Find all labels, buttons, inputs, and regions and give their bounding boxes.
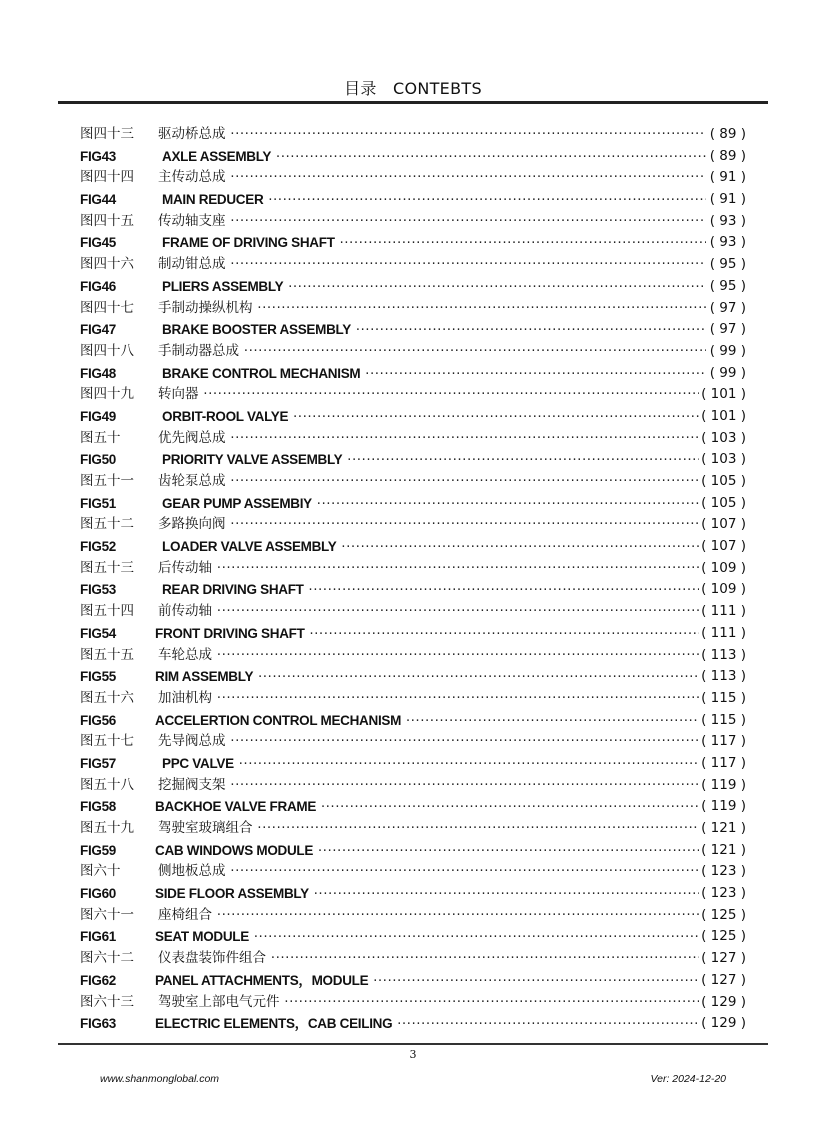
toc-entry-code: FIG44	[80, 192, 117, 208]
toc-entry-code: 图五十五	[80, 646, 134, 663]
toc-entry-title	[158, 731, 706, 753]
toc-entry-page: ( 119 )	[699, 796, 746, 818]
toc-entry-code: 图四十九	[80, 386, 134, 403]
toc-entry-title-text: 加油机构	[158, 689, 212, 706]
toc-entry-title	[158, 818, 706, 840]
toc-entry[interactable]	[0, 406, 826, 428]
toc-entry-page: ( 89 )	[708, 146, 746, 168]
toc-entry-code: 图五十七	[80, 733, 134, 750]
toc-entry-title	[155, 883, 706, 906]
toc-entry[interactable]	[0, 254, 826, 276]
toc-entry-title	[158, 428, 706, 450]
toc-entry-title-text: BRAKE CONTROL MECHANISM	[162, 365, 361, 381]
toc-entry-title-text: 优先阀总成	[158, 429, 226, 446]
toc-entry-page: ( 113 )	[699, 645, 746, 667]
toc-entry-title	[158, 384, 706, 406]
header-rule	[58, 101, 768, 104]
toc-entry[interactable]	[0, 753, 826, 775]
toc-entry[interactable]	[0, 471, 826, 493]
toc-entry-code: 图五十	[80, 429, 121, 446]
toc-entry-title-text: 后传动轴	[158, 559, 212, 576]
toc-entry[interactable]	[0, 189, 826, 211]
toc-entry-title-text: FRONT DRIVING SHAFT	[155, 625, 305, 641]
toc-entry-code: 图五十一	[80, 473, 134, 489]
toc-entry-page: ( 95 )	[708, 276, 746, 298]
toc-entry-code: FIG47	[80, 322, 117, 338]
toc-entry-title-text: 多路换向阀	[158, 516, 226, 533]
toc-entry-title-text: 主传动总成	[158, 169, 226, 186]
toc-entry-page: ( 93 )	[708, 232, 746, 254]
toc-entry[interactable]	[0, 211, 826, 233]
toc-entry-title-text: 驾驶室玻璃组合	[158, 820, 253, 836]
toc-entry-title-text: 驾驶室上部电气元件	[158, 993, 280, 1010]
toc-entry-page: ( 125 )	[699, 926, 746, 948]
toc-entry-code: FIG52	[80, 539, 117, 555]
toc-entry[interactable]	[0, 167, 826, 189]
toc-entry-page: ( 117 )	[699, 731, 746, 753]
toc-entry[interactable]	[0, 970, 826, 992]
toc-entry-title-text: 传动轴支座	[158, 212, 226, 229]
toc-entry-code: FIG61	[80, 929, 117, 945]
toc-entry-page: ( 121 )	[699, 818, 746, 840]
toc-entry-code: FIG58	[80, 799, 117, 815]
toc-entry[interactable]	[0, 883, 826, 905]
toc-entry-code: 图五十三	[80, 559, 134, 576]
toc-entry-code: 图四十三	[80, 126, 134, 142]
toc-entry-code: 图四十八	[80, 342, 134, 359]
toc-entry-title-text: PRIORITY VALVE ASSEMBLY	[162, 452, 343, 468]
toc-entry-code: FIG51	[80, 495, 117, 511]
toc-entry[interactable]	[0, 645, 826, 667]
toc-entry-title	[158, 167, 706, 189]
toc-entry-page: ( 89 )	[708, 124, 746, 146]
toc-entry[interactable]	[0, 688, 826, 710]
toc-entry-title-text: ORBIT-ROOL VALYE	[162, 408, 289, 424]
toc-entry-title	[162, 536, 706, 559]
toc-entry-title	[158, 254, 706, 276]
toc-entry-page: ( 107 )	[699, 536, 746, 558]
toc-entry-title	[155, 840, 706, 863]
toc-entry-page: ( 111 )	[699, 623, 746, 645]
toc-entry-title-text: 制动钳总成	[158, 256, 226, 273]
toc-entry[interactable]	[0, 601, 826, 623]
toc-entry-title-text: SIDE FLOOR ASSEMBLY	[155, 886, 309, 902]
toc-entry-code: 图六十一	[80, 906, 134, 923]
toc-entry-title-text: SEAT MODULE	[155, 929, 249, 945]
toc-entry[interactable]	[0, 1013, 826, 1035]
toc-entry-code: FIG53	[80, 582, 117, 598]
toc-entry-title-text: 挖掘阀支架	[158, 776, 226, 793]
toc-entry-page: ( 123 )	[699, 861, 746, 883]
toc-entry[interactable]	[0, 905, 826, 927]
toc-entry-title	[155, 926, 706, 949]
toc-entry-title	[162, 753, 706, 776]
toc-entry-title-text: 转向器	[158, 386, 199, 403]
toc-entry-title	[162, 232, 706, 255]
toc-entry[interactable]	[0, 861, 826, 883]
toc-entry-page: ( 109 )	[699, 558, 746, 580]
toc-entry-title-text: ACCELERTION CONTROL MECHANISM	[155, 712, 402, 728]
toc-entry-title-text: 前传动轴	[158, 603, 212, 620]
page-number: 3	[409, 1048, 417, 1061]
toc-entry-title-text: BACKHOE VALVE FRAME	[155, 799, 317, 815]
toc-entry-title	[158, 124, 706, 146]
toc-entry-title-text: CAB WINDOWS MODULE	[155, 842, 314, 858]
toc-entry-title	[155, 666, 706, 689]
footer-website: www.shanmonglobal.com	[100, 1073, 220, 1085]
toc-entry-title	[162, 493, 706, 516]
toc-entry-title	[158, 211, 706, 233]
toc-entry-code: FIG50	[80, 452, 117, 468]
page-title: 目录 CONTEBTS	[344, 79, 482, 98]
toc-entry[interactable]	[0, 536, 826, 558]
toc-entry[interactable]	[0, 731, 826, 753]
toc-entry[interactable]	[0, 926, 826, 948]
toc-entry[interactable]	[0, 948, 826, 970]
toc-entry-title	[158, 514, 706, 536]
toc-entry-title-text: PANEL ATTACHMENTS，MODULE	[155, 972, 369, 988]
toc-entry-page: ( 109 )	[699, 579, 746, 601]
toc-entry[interactable]	[0, 840, 826, 862]
toc-entry[interactable]	[0, 623, 826, 645]
toc-entry-page: ( 103 )	[699, 428, 746, 450]
toc-entry-title	[158, 688, 706, 710]
toc-entry-page: ( 101 )	[699, 406, 746, 428]
toc-entry[interactable]	[0, 232, 826, 254]
toc-entry-title	[162, 189, 706, 212]
toc-entry-code: FIG43	[80, 148, 117, 164]
toc-entry-page: ( 117 )	[699, 753, 746, 775]
toc-entry-title	[158, 341, 706, 363]
toc-entry-page: ( 129 )	[699, 992, 746, 1014]
toc-entry-page: ( 91 )	[708, 189, 746, 211]
toc-entry-code: 图四十七	[80, 299, 134, 316]
toc-entry-code: FIG63	[80, 1016, 117, 1032]
toc-entry-page: ( 99 )	[708, 363, 746, 385]
toc-entry[interactable]	[0, 992, 826, 1014]
toc-entry-code: 图四十六	[80, 256, 134, 273]
toc-entry-title-text: 侧地板总成	[158, 863, 226, 880]
toc-entry-page: ( 105 )	[699, 493, 746, 515]
toc-entry-page: ( 91 )	[708, 167, 746, 189]
toc-entry-title-text: RIM ASSEMBLY	[155, 669, 254, 685]
toc-entry-code: FIG57	[80, 755, 117, 771]
toc-entry-page: ( 107 )	[699, 514, 746, 536]
toc-entry-title-text: ELECTRIC ELEMENTS，CAB CEILING	[155, 1016, 393, 1032]
toc-entry-title	[158, 992, 706, 1014]
toc-entry-title	[155, 970, 706, 993]
toc-entry-title-text: MAIN REDUCER	[162, 192, 264, 208]
toc-list	[0, 124, 826, 1035]
footer-version: Ver: 2024-12-20	[650, 1073, 726, 1085]
toc-entry-code: FIG54	[80, 625, 117, 641]
toc-entry-page: ( 127 )	[699, 970, 746, 992]
toc-entry-page: ( 111 )	[699, 601, 746, 623]
toc-entry[interactable]	[0, 579, 826, 601]
toc-entry-page: ( 123 )	[699, 883, 746, 905]
toc-entry-code: 图五十四	[80, 603, 134, 620]
toc-entry-code: 图五十八	[80, 776, 134, 793]
toc-entry-title-text: 车轮总成	[158, 646, 212, 663]
toc-entry[interactable]	[0, 298, 826, 320]
toc-entry-title	[162, 276, 706, 299]
toc-entry[interactable]	[0, 710, 826, 732]
toc-entry-page: ( 103 )	[699, 449, 746, 471]
toc-entry-title	[158, 558, 706, 580]
toc-entry-code: FIG62	[80, 972, 117, 988]
toc-entry[interactable]	[0, 514, 826, 536]
toc-entry-page: ( 93 )	[708, 211, 746, 233]
toc-entry-title-text: GEAR PUMP ASSEMBIY	[162, 495, 312, 511]
toc-entry[interactable]	[0, 493, 826, 515]
toc-entry-title	[158, 298, 706, 320]
toc-entry-title-text: PPC VALVE	[162, 755, 234, 771]
toc-entry[interactable]	[0, 319, 826, 341]
toc-entry-code: 图四十五	[80, 212, 134, 229]
toc-entry-page: ( 105 )	[699, 471, 746, 493]
toc-entry-page: ( 121 )	[699, 840, 746, 862]
toc-entry-page: ( 99 )	[708, 341, 746, 363]
toc-entry-code: 图六十	[80, 863, 121, 880]
toc-entry-title	[155, 796, 706, 819]
toc-entry[interactable]	[0, 796, 826, 818]
toc-entry-page: ( 125 )	[699, 905, 746, 927]
toc-entry-title-text: 座椅组合	[158, 906, 212, 923]
toc-entry-title-text: BRAKE BOOSTER ASSEMBLY	[162, 322, 351, 338]
toc-entry-page: ( 95 )	[708, 254, 746, 276]
toc-entry-title	[158, 948, 706, 970]
toc-entry-title	[158, 775, 706, 797]
toc-entry-page: ( 119 )	[699, 775, 746, 797]
toc-entry[interactable]	[0, 666, 826, 688]
toc-entry-page: ( 115 )	[699, 710, 746, 732]
toc-entry-page: ( 97 )	[708, 298, 746, 320]
toc-entry[interactable]	[0, 124, 826, 146]
toc-entry-title-text: AXLE ASSEMBLY	[162, 148, 272, 164]
toc-entry-title	[155, 710, 706, 733]
toc-entry-code: FIG48	[80, 365, 117, 381]
toc-entry-code: FIG60	[80, 886, 117, 902]
toc-entry-page: ( 97 )	[708, 319, 746, 341]
toc-entry[interactable]	[0, 775, 826, 797]
toc-entry[interactable]	[0, 341, 826, 363]
toc-entry-code: FIG59	[80, 842, 117, 858]
toc-entry-title-text: 驱动桥总成	[158, 126, 226, 142]
toc-entry-code: FIG55	[80, 669, 117, 685]
toc-entry-page: ( 113 )	[699, 666, 746, 688]
toc-entry[interactable]	[0, 276, 826, 298]
toc-entry[interactable]	[0, 818, 826, 840]
toc-entry-title	[162, 319, 706, 342]
toc-entry[interactable]	[0, 558, 826, 580]
toc-entry-code: FIG46	[80, 278, 117, 294]
toc-entry-title	[158, 471, 706, 493]
toc-entry-code: 图五十六	[80, 689, 134, 706]
toc-entry-title	[155, 1013, 706, 1036]
toc-entry[interactable]	[0, 449, 826, 471]
toc-entry-title-text: REAR DRIVING SHAFT	[162, 582, 304, 598]
toc-entry[interactable]	[0, 146, 826, 168]
toc-entry-title-text: LOADER VALVE ASSEMBLY	[162, 539, 337, 555]
toc-entry-title	[162, 363, 706, 386]
toc-entry-code: 图五十九	[80, 820, 134, 836]
toc-entry-title	[155, 623, 706, 646]
toc-entry-page: ( 127 )	[699, 948, 746, 970]
toc-entry-title-text: 仪表盘装饰件组合	[158, 950, 266, 967]
toc-entry-code: 图五十二	[80, 516, 134, 533]
toc-entry-title-text: PLIERS ASSEMBLY	[162, 278, 284, 294]
toc-entry-title-text: 手制动操纵机构	[158, 299, 253, 316]
toc-entry-title	[158, 905, 706, 927]
toc-entry-title-text: 手制动器总成	[158, 342, 239, 359]
toc-entry-title-text: 先导阀总成	[158, 733, 226, 750]
toc-entry-title	[158, 861, 706, 883]
toc-entry-title	[162, 406, 706, 429]
toc-entry[interactable]	[0, 363, 826, 385]
toc-entry-page: ( 101 )	[699, 384, 746, 406]
toc-entry-title	[162, 449, 706, 472]
toc-entry-title	[162, 146, 706, 169]
footer-rule	[58, 1043, 768, 1045]
toc-entry-page: ( 115 )	[699, 688, 746, 710]
toc-entry-title	[158, 601, 706, 623]
toc-entry-code: FIG56	[80, 712, 117, 728]
toc-entry-page: ( 129 )	[699, 1013, 746, 1035]
toc-entry[interactable]	[0, 384, 826, 406]
toc-entry-title	[158, 645, 706, 667]
toc-entry-title	[162, 579, 706, 602]
toc-entry-code: 图四十四	[80, 169, 134, 186]
toc-entry-code: FIG45	[80, 235, 117, 251]
toc-entry-code: 图六十二	[80, 950, 134, 967]
toc-entry-title-text: FRAME OF DRIVING SHAFT	[162, 235, 335, 251]
toc-entry-title-text: 齿轮泵总成	[158, 473, 226, 489]
toc-entry[interactable]	[0, 428, 826, 450]
toc-entry-code: 图六十三	[80, 993, 134, 1010]
toc-entry-code: FIG49	[80, 408, 117, 424]
